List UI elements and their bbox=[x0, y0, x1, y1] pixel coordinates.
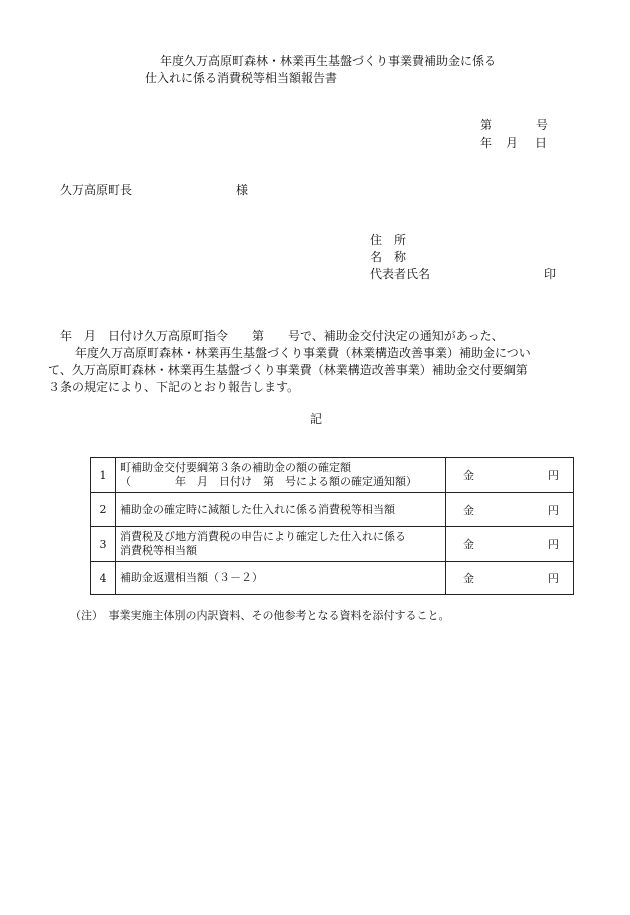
date-month: 月 bbox=[506, 136, 519, 150]
items-table bbox=[90, 457, 574, 595]
ki-heading: 記 bbox=[310, 412, 323, 426]
table-row bbox=[91, 527, 574, 562]
row-description-line-1: 町補助金交付要綱第３条の補助金の額の確定額 bbox=[120, 461, 351, 474]
seal-mark: 印 bbox=[544, 267, 557, 281]
row-amount-cell bbox=[446, 527, 574, 562]
table-row bbox=[91, 458, 574, 493]
row-kin-label: 金 bbox=[463, 469, 474, 482]
row-yen-label: 円 bbox=[548, 572, 559, 585]
row-description-line-1: 補助金の確定時に減額した仕入れに係る消費税等相当額 bbox=[120, 502, 395, 516]
table-row bbox=[91, 493, 574, 527]
title-line-2: 仕入れに係る消費税等相当額報告書 bbox=[145, 71, 338, 85]
row-yen-label: 円 bbox=[548, 538, 559, 551]
row-description-line-2: （ 年 月 日付け 第 号による額の確定通知額） bbox=[120, 475, 417, 488]
date-year: 年 bbox=[480, 136, 493, 150]
body-line-1: 年 月 日付け久万高原町指令 第 号で、補助金交付決定の通知があった、 bbox=[60, 329, 504, 343]
table-row bbox=[91, 562, 574, 595]
row-number: 1 bbox=[91, 458, 116, 493]
row-description-line-1: 消費税及び地方消費税の申告により確定した仕入れに係る bbox=[120, 530, 406, 543]
title-line-1: 年度久万高原町森林・林業再生基盤づくり事業費補助金に係る bbox=[160, 54, 497, 68]
addressee-name: 久万高原町長 bbox=[60, 183, 133, 197]
body-line-2: 年度久万高原町森林・林業再生基盤づくり事業費（林業構造改善事業）補助金につい bbox=[75, 346, 531, 360]
row-yen-label: 円 bbox=[548, 469, 559, 482]
row-description-line-2: 消費税等相当額 bbox=[120, 544, 197, 557]
date-day: 日 bbox=[535, 136, 548, 150]
sender-address-label: 住 所 bbox=[370, 233, 407, 247]
row-kin-label: 金 bbox=[463, 503, 474, 517]
row-number: 2 bbox=[91, 493, 116, 527]
row-amount-cell bbox=[446, 458, 574, 493]
footnote: （注） 事業実施主体別の内訳資料、その他参考となる資料を添付すること。 bbox=[70, 609, 450, 622]
row-kin-label: 金 bbox=[463, 572, 474, 585]
doc-number-suffix: 号 bbox=[536, 118, 549, 132]
row-number: 4 bbox=[91, 562, 116, 595]
row-amount-cell bbox=[446, 562, 574, 595]
row-amount-cell bbox=[446, 493, 574, 527]
row-description bbox=[116, 458, 446, 493]
row-description bbox=[116, 527, 446, 562]
sender-rep-label: 代表者氏名 bbox=[370, 267, 431, 281]
body-line-3: て、久万高原町森林・林業再生基盤づくり事業費（林業構造改善事業）補助金交付要綱第 bbox=[48, 363, 528, 377]
sender-name-label: 名 称 bbox=[370, 250, 407, 264]
row-number: 3 bbox=[91, 527, 116, 562]
row-yen-label: 円 bbox=[548, 503, 559, 517]
doc-number-prefix: 第 bbox=[480, 118, 493, 132]
row-description bbox=[116, 562, 446, 595]
row-kin-label: 金 bbox=[463, 538, 474, 551]
body-line-4: ３条の規定により、下記のとおり報告します。 bbox=[48, 380, 300, 394]
row-description bbox=[116, 493, 446, 527]
row-description-line-1: 補助金返還相当額（３－２） bbox=[120, 571, 263, 584]
addressee-honorific: 様 bbox=[236, 183, 249, 197]
